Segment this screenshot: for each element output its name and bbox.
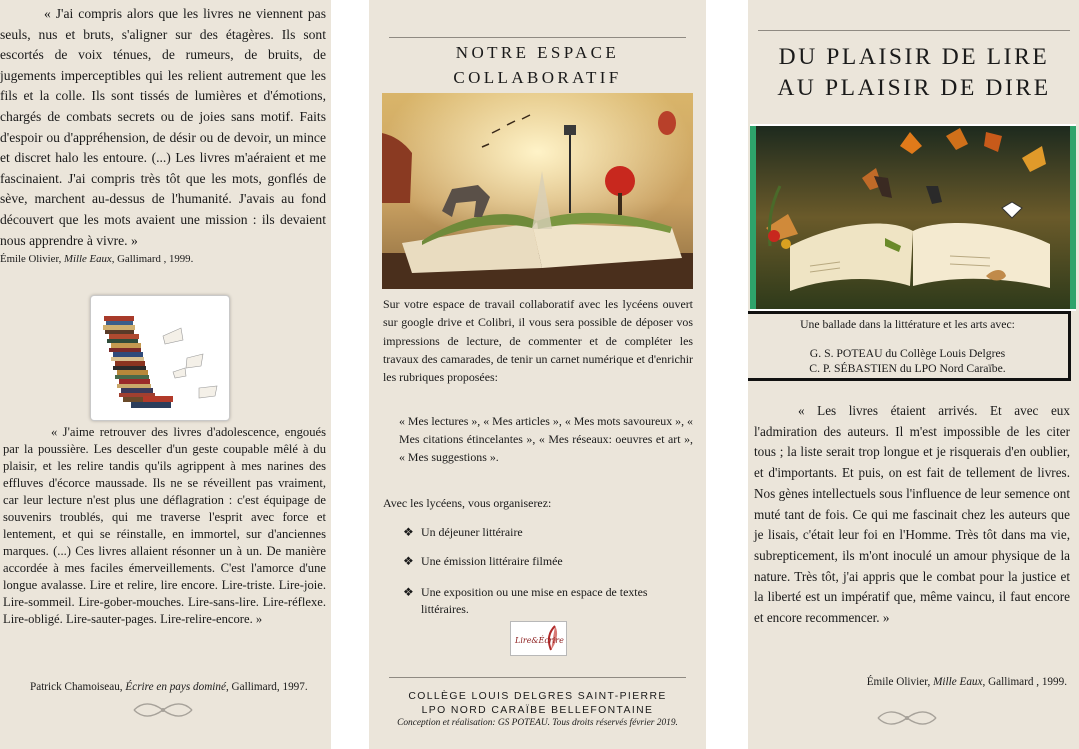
svg-text:Lire&Écrire: Lire&Écrire	[515, 636, 564, 645]
footer-lpo: LPO NORD CARAÏBE BELLEFONTAINE	[421, 705, 654, 716]
lire-ecrire-logo	[510, 621, 567, 656]
middle-panel	[369, 0, 706, 749]
credits: Conception et réalisation: GS POTEAU. Tous droits réservés février 2019.	[397, 718, 678, 728]
activity-item: ❖ Une émission littéraire filmée	[403, 554, 563, 568]
stacked-books-illustration	[91, 296, 229, 420]
left-panel	[0, 0, 331, 749]
butterflies-book-image	[750, 126, 1076, 309]
middle-panel-title: NOTRE ESPACE COLLABORATIF	[453, 43, 622, 87]
presenters-intro: Une ballade dans la littérature et les arts avec:	[800, 318, 1015, 331]
diamond-bullet-icon: ❖	[403, 585, 414, 599]
quote-olivier-1	[0, 4, 326, 266]
title-top-rule	[389, 37, 686, 38]
presenter-poteau: G. S. POTEAU du Collège Louis Delgres	[809, 347, 1006, 360]
ornament-flourish-icon	[876, 708, 938, 728]
right-panel	[748, 0, 1079, 749]
lire-ecrire-logo-graphic	[511, 622, 566, 655]
activity-item: ❖ Une exposition ou une mise en espace de textes littéraires.	[403, 585, 648, 616]
quote-chamoiseau: « J'aime retrouver des livres d'adolescence, engoués par la poussière. Les desceller d'un geste coupable mêlé à du plaisir, et les relire tandis qu'ils agrippent à mes narines des effluves d'écorce maussade. Ils ne se réveillent pas vraiment, car leur lecture n'est plus une déflagration : c'est équipage de souvenirs troublés, qui me traverse l'esprit avec force et lentement, et qui se réinstalle, en immortel, sur d'anciennes marques. (...) Ces livres allaient résonner un à un. De manière accordée à mes faciles émerveillements. C'est l'amorce d'une longue avalasse. Lire et relire, lire encore. Lire-triste. Lire-joie. Lire-sommeil. Lire-gober-mouches. Lire-sans-lire. Lire-réflexe. Lire-obligé. Lire-sauter-pages. Lire-relire-encore. »	[3, 425, 326, 626]
activity-item: ❖ Un déjeuner littéraire	[403, 525, 523, 539]
citation-chamoiseau: Patrick Chamoiseau, Écrire en pays dominé, Gallimard, 1997.	[30, 681, 308, 693]
presenter-sebastien: C. P. SÉBASTIEN du LPO Nord Caraïbe.	[809, 362, 1006, 375]
footer-rule	[389, 677, 686, 678]
quote-olivier-1-text: « J'ai compris alors que les livres ne viennent pas seuls, nus et bruts, s'aligner sur des étagères. Ils sont escortés de voix ténues, de rumeurs, de bruits, de jugements imperceptibles qui les relient autrement que les fils et la colle. Ils sont tissés de lumières et d'émotions, chargés de combats secrets ou de joies sans motif. Faits d'espoir ou d'appréhension, de désir ou de devoir, un mince et discret halo les entoure. (...) Les livres m'aéraient et me fascinaient. J'ai compris très tôt que les mots, gonflés de sève, marchent au-dessus de l'humanité. J'avais au fond découvert que les mots avaient une mission : ils devaient nous apprendre à vivre. »	[0, 6, 326, 248]
organiser-label: Avec les lycéens, vous organiserez:	[383, 496, 552, 510]
ornament-flourish-icon	[132, 700, 194, 720]
citation-olivier-2: Émile Olivier, Mille Eaux, Gallimard , 1999.	[866, 676, 1067, 688]
presenters-box	[748, 311, 1071, 381]
stacked-books-image	[90, 295, 230, 421]
title-top-rule	[758, 30, 1070, 31]
main-title: DU PLAISIR DE LIRE AU PLAISIR DE DIRE	[777, 44, 1051, 101]
open-book-landscape-image	[382, 93, 693, 289]
citation-olivier-1: Émile Olivier, Mille Eaux, Gallimard , 1999.	[0, 253, 194, 266]
footer-college: COLLÈGE LOUIS DELGRES SAINT-PIERRE	[408, 691, 667, 702]
diamond-bullet-icon: ❖	[403, 525, 414, 539]
rubriques-list: « Mes lectures », « Mes articles », « Mes mots savoureux », « Mes citations étincelantes », « Mes réseaux: oeuvres et art », « Mes suggestions ».	[399, 414, 693, 465]
quote-olivier-2: « Les livres étaient arrivés. Et avec eux l'admiration des auteurs. Il m'est impossible de les citer tous ; la liste serait trop longue et je risquerais d'en oublier, et d'importants. Et puis, on est fait de tellement de livres. Nos gènes intellectuels sous l'influence de leur semence ont muté tant de fois. Ce qui me fascinait chez les auteurs que je lisais, c'était leur foi en l'Homme. Très tôt dans ma vie, subrepticement, ils m'ont inoculé un amour physique de la nature. Très tôt, j'ai appris que le combat pour la justice et la liberté est un impératif que, même vaincu, il faut encore et encore recommencer. »	[754, 403, 1070, 626]
diamond-bullet-icon: ❖	[403, 554, 414, 568]
collaborative-intro: Sur votre espace de travail collaboratif avec les lycéens ouvert sur google drive et Colibri, il vous sera possible de déposer vos impressions de lecture, de commenter et de compléter les travaux des camarades, de tenir un carnet numérique et d'enrichir les rubriques proposées:	[383, 297, 693, 385]
